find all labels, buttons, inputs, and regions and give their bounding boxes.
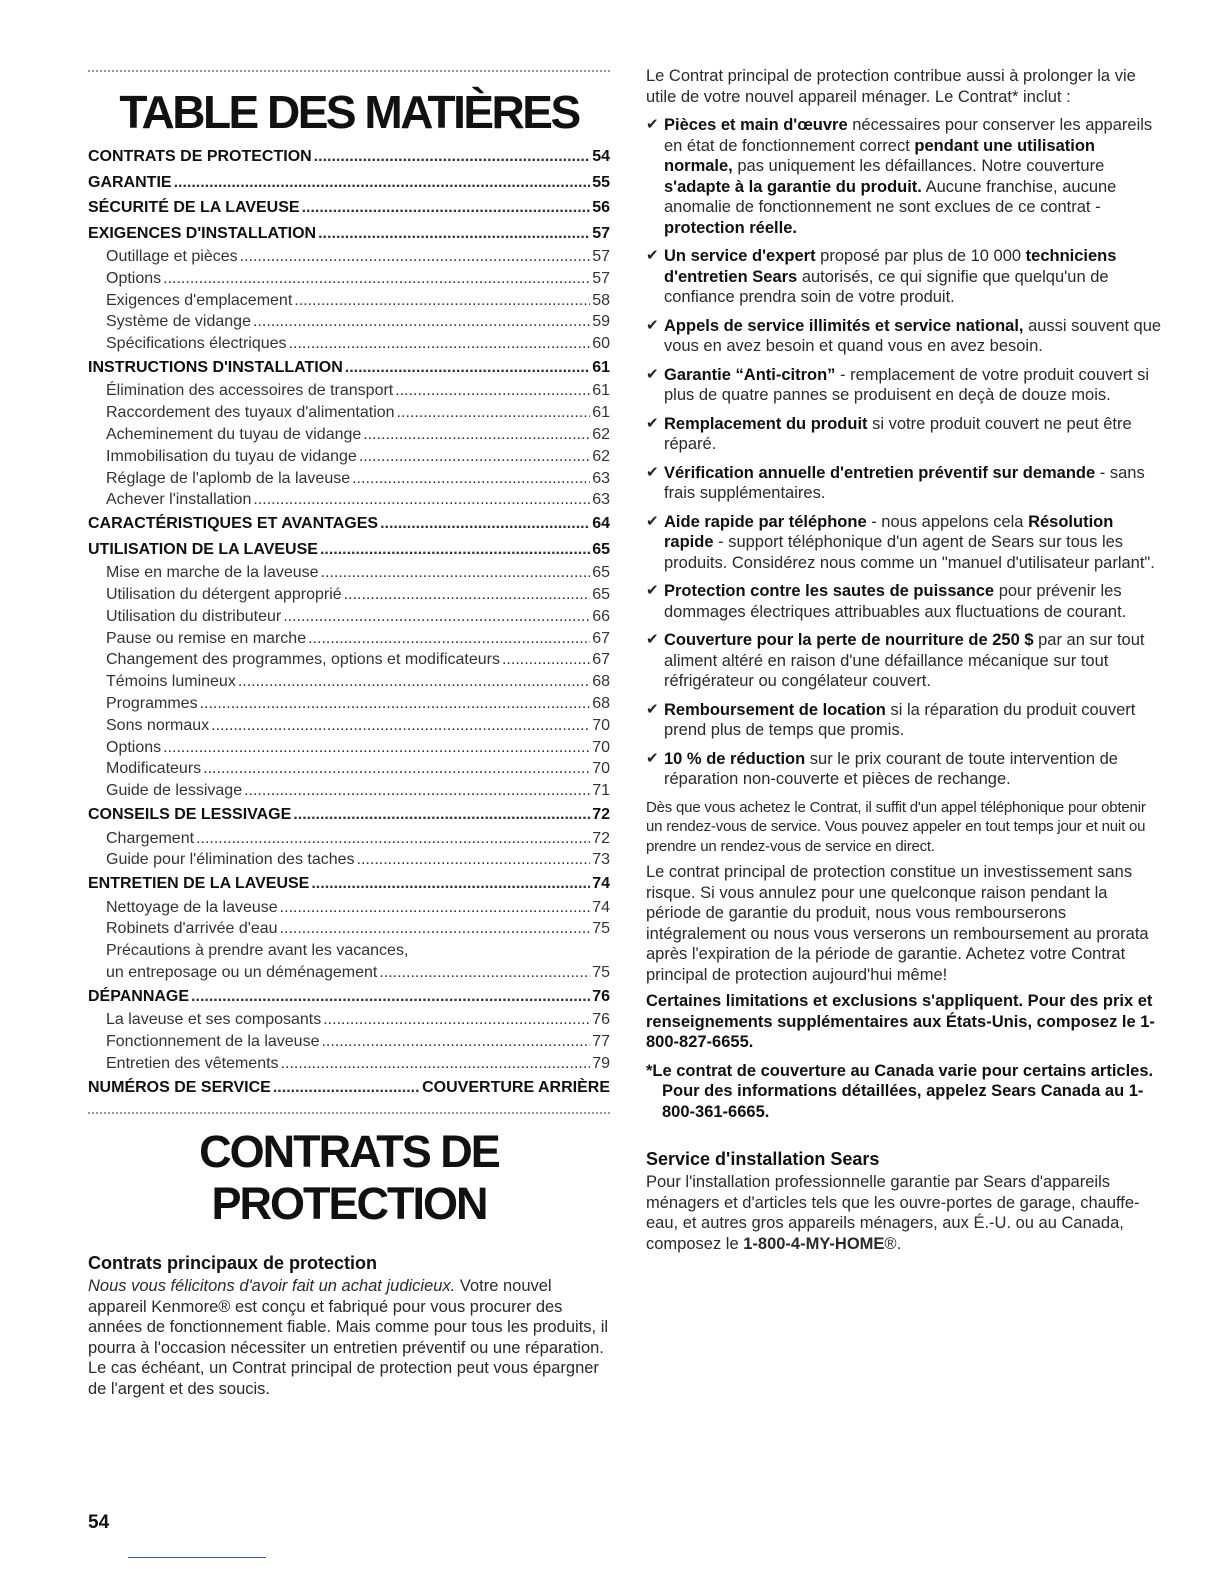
benefit-bold: Un service d'expert: [664, 247, 816, 265]
toc-page: 60: [592, 335, 610, 353]
toc-label: Achever l'installation: [106, 491, 252, 509]
toc-label: Élimination des accessoires de transport: [106, 382, 394, 400]
page-number: 54: [88, 1512, 110, 1533]
toc-title: TABLE DES MATIÈRES: [119, 86, 579, 138]
benefit-bold: Remboursement de location: [664, 700, 886, 719]
toc-leader: [280, 897, 591, 919]
toc-entry: [88, 144, 610, 170]
toc-page: 73: [592, 851, 610, 869]
toc-entry: [88, 871, 610, 897]
toc-page: 57: [592, 224, 610, 242]
toc-entry: [88, 606, 610, 628]
toc-page: COUVERTURE ARRIÈRE: [422, 1078, 610, 1096]
toc-label: Réglage de l'aplomb de la laveuse: [106, 469, 351, 487]
benefit-text: sur le prix courant de toute intervention de réparation non-couverte et pièces de rechange.: [664, 749, 1118, 788]
checkmark-icon: ✔: [646, 582, 659, 599]
benefit-bold: Protection contre les sautes de puissance: [664, 582, 995, 600]
toc-entry: [88, 380, 610, 402]
toc-page: 79: [592, 1054, 610, 1072]
benefit-text: si la réparation du produit couvert prend plus de temps que promis.: [664, 700, 1136, 739]
toc-leader: [380, 511, 590, 537]
toc-label: Fonctionnement de la laveuse: [106, 1033, 320, 1051]
toc-entry: [88, 984, 610, 1010]
toc-page: 57: [592, 269, 610, 287]
benefit-text: pas uniquement les défaillances. Notre couverture: [732, 157, 1105, 175]
left-column: [88, 70, 610, 1399]
toc-leader: [163, 268, 590, 290]
toc-page: 70: [592, 738, 610, 756]
toc-leader: [200, 693, 591, 715]
toc-leader: [318, 221, 590, 247]
toc-leader: [253, 489, 590, 511]
toc-page: 75: [592, 964, 610, 982]
toc-leader: [238, 671, 590, 693]
benefit-bold: Pièces et main d'œuvre: [664, 116, 848, 134]
toc-label: Entretien des vêtements: [106, 1054, 279, 1072]
install-service-title: Service d'installation Sears: [646, 1149, 880, 1169]
checkmark-icon: ✔: [646, 116, 659, 133]
toc-leader: [502, 649, 590, 671]
toc-label: Utilisation du détergent approprié: [106, 586, 342, 604]
toc-page: 76: [592, 987, 610, 1005]
toc-page: 57: [592, 248, 610, 265]
toc-page: 55: [592, 173, 610, 191]
toc-label: EXIGENCES D'INSTALLATION: [88, 224, 317, 242]
toc-label: Précautions à prendre avant les vacances,: [106, 942, 409, 960]
toc-leader: [344, 584, 591, 606]
toc-label: Système de vidange: [106, 313, 251, 331]
benefits-list: [646, 115, 1162, 790]
toc-label: Mise en marche de la laveuse: [106, 564, 319, 582]
toc-leader: [191, 984, 590, 1010]
toc-leader: [308, 628, 590, 650]
toc-label: Robinets d'arrivée d'eau: [106, 920, 278, 938]
toc-entry: [88, 562, 610, 584]
toc-label: Acheminement du tuyau de vidange: [106, 426, 362, 444]
toc-page: 74: [592, 898, 610, 916]
benefit-text: - support téléphonique d'un agent de Sears sur tous les produits. Considérez nous comme un "manuel d'utilisateur parlant".: [664, 533, 1155, 572]
toc-leader: [345, 355, 590, 381]
right-column: [646, 66, 1162, 1254]
benefit-bold: Vérification annuelle d'entretien préventif sur demande: [664, 463, 1096, 482]
toc-entry: [88, 537, 610, 563]
toc-leader: [352, 468, 590, 490]
benefit-text: Aucune franchise, aucune anomalie de fonctionnement ne sont exclues de ce contrat -: [664, 177, 1117, 216]
toc-entry: [88, 737, 610, 759]
checkmark-icon: ✔: [646, 749, 659, 767]
toc-leader: [281, 1053, 591, 1075]
install-end: ®.: [884, 1234, 902, 1253]
checkmark-icon: ✔: [646, 414, 659, 432]
toc-entry: [88, 649, 610, 671]
toc-leader: [289, 333, 591, 355]
dotted-rule-top: [88, 70, 610, 72]
toc-page: 54: [592, 148, 610, 165]
dotted-rule-mid: [88, 1112, 610, 1114]
toc-entry: [88, 715, 610, 737]
benefit-item: [646, 115, 1162, 238]
toc-label: Exigences d'emplacement: [106, 291, 293, 309]
toc-entry: [88, 918, 610, 940]
toc-leader: [311, 871, 590, 897]
toc-label: Nettoyage de la laveuse: [106, 898, 278, 916]
benefit-text: aussi souvent que vous en avez besoin et quand vous en avez besoin.: [664, 316, 1162, 355]
benefit-text: - nous appelons cela: [866, 512, 1029, 531]
contracts-intro: [88, 1276, 610, 1399]
checkmark-icon: ✔: [646, 512, 659, 530]
toc-leader: [302, 195, 591, 221]
toc-entry: [88, 402, 610, 424]
benefit-text: nécessaires pour conserver les appareils en état de fonctionnement correct: [664, 116, 1153, 155]
toc-entry: [88, 849, 610, 871]
benefit-bold: Remplacement du produit: [664, 414, 868, 433]
toc-page: 71: [592, 782, 610, 800]
toc-label: Témoins lumineux: [106, 673, 236, 691]
limitations-note: Certaines limitations et exclusions s'appliquent. Pour des prix et renseignements supplémentaires aux États-Unis, composez le 1-800-827-6655.: [646, 992, 1155, 1051]
checkmark-icon: ✔: [646, 700, 659, 718]
toc-entry: [88, 446, 610, 468]
toc-label: CONTRATS DE PROTECTION: [88, 148, 312, 165]
toc-leader: [280, 918, 591, 940]
benefit-item: [646, 365, 1162, 406]
toc-leader: [203, 758, 590, 780]
benefit-bold: pendant une utilisation normale,: [664, 136, 1095, 175]
toc-entry: [88, 1031, 610, 1053]
toc-page: 65: [592, 586, 610, 604]
toc-entry: [88, 802, 610, 828]
toc-leader: [211, 715, 590, 737]
table-of-contents: [88, 144, 610, 1100]
checkmark-icon: ✔: [646, 463, 659, 481]
benefit-bold: 10 % de réduction: [664, 749, 806, 768]
toc-page: 74: [592, 875, 610, 893]
checkmark-icon: ✔: [646, 247, 659, 264]
contracts-title: CONTRATS DE PROTECTION: [199, 1126, 499, 1230]
toc-page: 63: [592, 491, 610, 509]
benefit-bold: techniciens d'entretien Sears: [664, 247, 1117, 286]
toc-label: CONSEILS DE LESSIVAGE: [88, 806, 292, 824]
toc-label: SÉCURITÉ DE LA LAVEUSE: [88, 199, 300, 216]
benefit-text: - sans frais supplémentaires.: [664, 463, 1145, 502]
checkmark-icon: ✔: [646, 365, 659, 383]
toc-leader: [357, 849, 591, 871]
benefit-text: si votre produit couvert ne peut être réparé.: [664, 414, 1132, 453]
toc-entry: [88, 628, 610, 650]
contract-intro: Le Contrat principal de protection contribue aussi à prolonger la vie utile de votre nouvel appareil ménager. Le Contrat* inclut :: [646, 67, 1136, 106]
benefit-item: [646, 414, 1162, 455]
toc-entry: [88, 311, 610, 333]
toc-label: CARACTÉRISTIQUES ET AVANTAGES: [88, 515, 379, 533]
toc-label: Utilisation du distributeur: [106, 607, 282, 625]
benefit-bold: Aide rapide par téléphone: [664, 512, 867, 531]
contracts-subtitle: Contrats principaux de protection: [88, 1253, 378, 1274]
toc-label: Pause ou remise en marche: [106, 629, 307, 647]
toc-label: Raccordement des tuyaux d'alimentation: [106, 404, 395, 422]
toc-entry: [88, 290, 610, 312]
toc-page: 65: [592, 564, 610, 582]
toc-entry: [88, 489, 610, 511]
toc-label: Spécifications électriques: [106, 335, 287, 353]
benefit-text: par an sur tout aliment altéré en raison d'une défaillance mécanique sur tout réfrigérateur ou congélateur couvert.: [664, 631, 1145, 690]
toc-entry: [88, 355, 610, 381]
toc-page: 61: [592, 382, 610, 400]
toc-page: 68: [592, 695, 610, 713]
toc-entry: [88, 424, 610, 446]
toc-label: INSTRUCTIONS D'INSTALLATION: [88, 358, 343, 376]
toc-label: ENTRETIEN DE LA LAVEUSE: [88, 875, 310, 893]
toc-label: La laveuse et ses composants: [106, 1011, 322, 1029]
footer-link-line: [128, 1557, 266, 1558]
toc-page: 63: [592, 469, 610, 487]
toc-page: 72: [592, 829, 610, 847]
toc-label: un entreposage ou un déménagement: [106, 964, 378, 982]
toc-entry: [88, 268, 610, 290]
toc-entry: [88, 221, 610, 247]
toc-entry: [88, 1075, 610, 1101]
toc-label: NUMÉROS DE SERVICE: [88, 1078, 271, 1096]
toc-leader: [273, 1075, 420, 1101]
toc-entry: [88, 584, 610, 606]
risk-paragraph: Le contrat principal de protection constitue un investissement sans risque. Si vous annulez pour une quelconque raison pendant la période de garantie du produit, nous vous rembourserons intégralement ou nous vous verserons un remboursement au prorata après l'expiration de la période de garantie. Achetez votre Contrat principal de protection aujourd'hui même!: [646, 863, 1149, 984]
toc-page: 62: [592, 426, 610, 444]
toc-label: Sons normaux: [106, 716, 210, 734]
benefit-item: [646, 749, 1162, 790]
toc-leader: [363, 424, 590, 446]
toc-leader: [240, 246, 591, 268]
toc-page: 65: [592, 540, 610, 558]
toc-leader: [244, 780, 590, 802]
toc-entry: [88, 693, 610, 715]
toc-entry: [88, 170, 610, 196]
benefit-bold: Résolution rapide: [664, 512, 1114, 551]
toc-entry: [88, 897, 610, 919]
toc-leader: [323, 1009, 590, 1031]
benefit-item: [646, 246, 1162, 308]
toc-page: 77: [592, 1033, 610, 1051]
benefit-text: autorisés, ce qui signifie que quelqu'un de confiance prendra soin de votre produit.: [664, 267, 1109, 306]
toc-entry: [88, 828, 610, 850]
benefit-bold: s'adapte à la garantie du produit.: [664, 177, 922, 196]
toc-label: UTILISATION DE LA LAVEUSE: [88, 540, 318, 558]
toc-label: Changement des programmes, options et modificateurs: [106, 651, 500, 669]
checkmark-icon: ✔: [646, 631, 659, 648]
toc-leader: [196, 828, 590, 850]
toc-page: 58: [592, 291, 610, 309]
toc-leader: [163, 737, 590, 759]
toc-leader: [321, 1031, 590, 1053]
benefit-item: [646, 463, 1162, 504]
toc-page: 59: [592, 313, 610, 331]
benefit-item: [646, 512, 1162, 574]
toc-page: 62: [592, 447, 610, 465]
intro-italic: Nous vous félicitons d'avoir fait un achat judicieux.: [88, 1277, 456, 1296]
toc-page: 68: [592, 673, 610, 691]
toc-label: Guide pour l'élimination des taches: [106, 851, 355, 869]
benefit-bold: Garantie “Anti-citron”: [664, 365, 836, 384]
toc-label: Programmes: [106, 695, 198, 713]
toc-leader: [395, 380, 590, 402]
toc-entry: [88, 962, 610, 984]
toc-leader: [174, 170, 591, 196]
canada-note: *Le contrat de couverture au Canada varie pour certains articles. Pour des informations détaillées, appelez Sears Canada au 1-800-361-6665.: [646, 1061, 1154, 1121]
toc-leader: [320, 537, 590, 563]
benefit-item: [646, 700, 1162, 741]
toc-page: 75: [592, 920, 610, 938]
toc-entry: [88, 511, 610, 537]
toc-entry: [88, 780, 610, 802]
toc-leader: [294, 290, 590, 312]
toc-label: GARANTIE: [88, 173, 172, 191]
toc-leader: [314, 144, 591, 170]
benefit-item: [646, 630, 1162, 692]
phone-paragraph: Dès que vous achetez le Contrat, il suffit d'un appel téléphonique pour obtenir un rendez-vous de service. Vous pouvez appeler en tout temps jour et nuit ou prendre un rendez-vous de service en direct.: [646, 798, 1146, 855]
intro-text: Votre nouvel appareil Kenmore® est conçu et fabriqué pour vous procurer des années de fonctionnement fiable. Mais comme pour tous les produits, il pourra à l'occasion nécessiter un entretien préventif ou une réparation. Le cas échéant, un Contrat principal de protection peut vous épargner de l'argent et des soucis.: [88, 1277, 609, 1398]
toc-page: 56: [592, 199, 610, 216]
install-service-text: [646, 1172, 1162, 1254]
benefit-item: [646, 316, 1162, 357]
benefit-text: pour prévenir les dommages électriques attribuables aux fluctuations de courant.: [664, 582, 1127, 621]
benefit-item: [646, 581, 1162, 622]
toc-page: 64: [592, 515, 610, 533]
toc-entry: [88, 1009, 610, 1031]
toc-leader: [359, 446, 590, 468]
benefit-bold: Appels de service illimités et service national,: [664, 316, 1024, 335]
benefit-text: proposé par plus de 10 000: [815, 247, 1026, 265]
toc-entry: [88, 1053, 610, 1075]
toc-page: 61: [592, 404, 610, 422]
toc-entry: [88, 940, 610, 962]
install-text: Pour l'installation professionnelle garantie par Sears d'appareils ménagers et d'articles tels que les ouvre-portes de garage, chauffe-eau, et autres gros appareils ménagers, aux É.-U. ou au Canada, composez le: [646, 1173, 1140, 1253]
benefit-text: - remplacement de votre produit couvert si plus de quatre pannes se produisent en deçà de douze mois.: [664, 365, 1150, 404]
toc-page: 76: [592, 1011, 610, 1029]
install-phone: 1-800-4-MY-HOME: [743, 1234, 885, 1253]
toc-leader: [321, 562, 591, 584]
toc-leader: [379, 962, 590, 984]
toc-page: 72: [592, 806, 610, 824]
toc-label: Modificateurs: [106, 760, 202, 778]
toc-leader: [293, 802, 590, 828]
benefit-bold: Couverture pour la perte de nourriture de 250 $: [664, 631, 1034, 649]
toc-entry: [88, 333, 610, 355]
toc-entry: [88, 671, 610, 693]
toc-page: 70: [592, 760, 610, 778]
toc-page: 67: [592, 651, 610, 669]
toc-page: 67: [592, 629, 610, 647]
toc-entry: [88, 195, 610, 221]
toc-leader: [397, 402, 591, 424]
toc-label: DÉPANNAGE: [88, 987, 190, 1005]
toc-entry: [88, 468, 610, 490]
checkmark-icon: ✔: [646, 316, 659, 334]
toc-label: Outillage et pièces: [106, 248, 238, 265]
toc-label: Guide de lessivage: [106, 782, 243, 800]
toc-label: Chargement: [106, 829, 195, 847]
toc-entry: [88, 246, 610, 268]
toc-entry: [88, 758, 610, 780]
toc-page: 61: [592, 358, 610, 376]
benefit-bold: protection réelle.: [664, 218, 797, 237]
toc-leader: [283, 606, 590, 628]
toc-page: 70: [592, 716, 610, 734]
toc-leader: [253, 311, 590, 333]
toc-label: Immobilisation du tuyau de vidange: [106, 447, 357, 465]
toc-label: Options: [106, 738, 162, 756]
toc-page: 66: [592, 607, 610, 625]
toc-label: Options: [106, 269, 162, 287]
